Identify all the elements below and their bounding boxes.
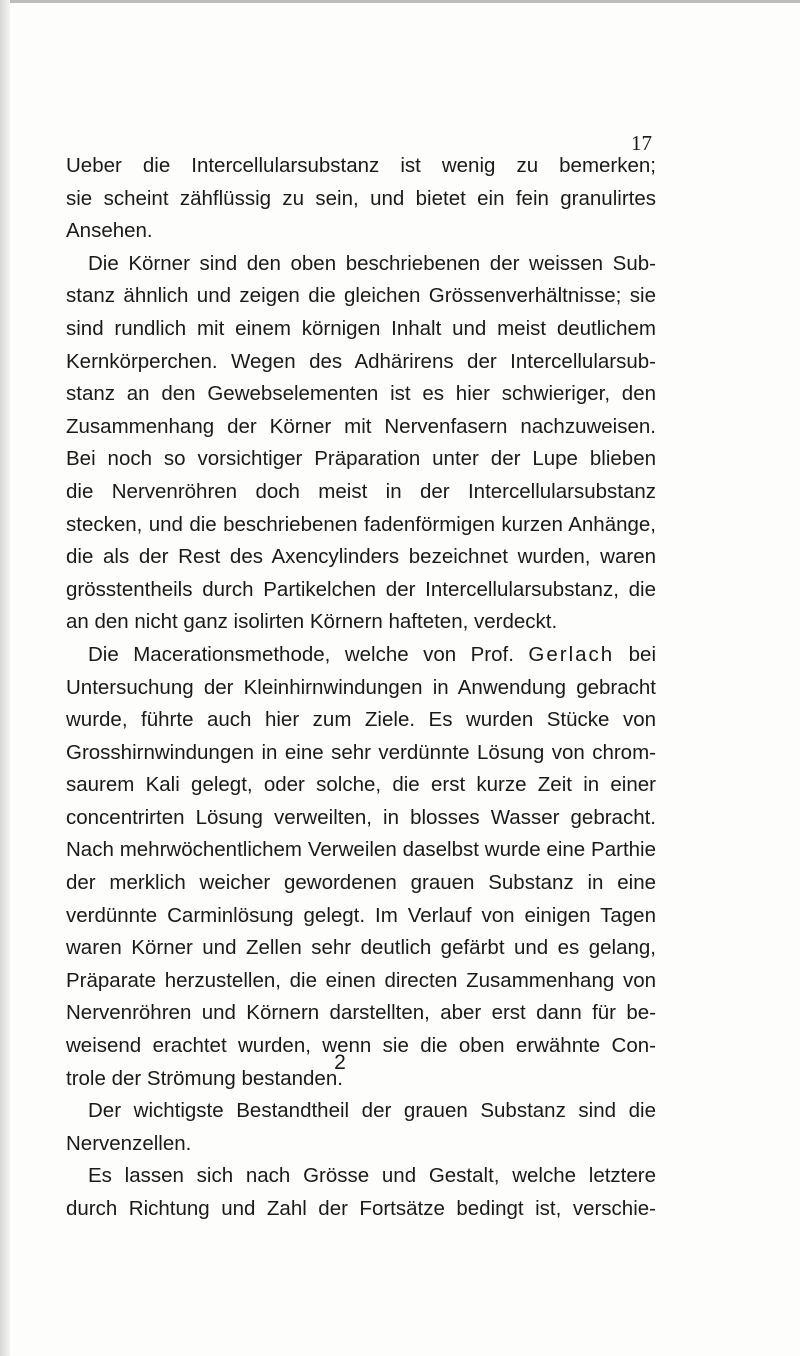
text-line: stecken, und die beschriebenen fadenförmigen kurzen Anhänge, [66,512,656,536]
text-line: grösstentheils durch Partikelchen der Intercellularsubstanz, die [66,577,656,601]
text-line: Es lassen sich nach Grösse und Gestalt, welche letztere [88,1164,656,1188]
text-line: stanz ähnlich und zeigen die gleichen Grössenverhältnisse; sie [66,284,656,308]
text-line: die als der Rest des Axencylinders bezeichnet wurden, waren [66,545,656,569]
text-line: durch Richtung und Zahl der Fortsätze bedingt ist, verschie- [66,1197,656,1220]
text-line: Der wichtigste Bestandtheil der grauen Substanz sind die [88,1099,656,1123]
text-line: concentrirten Lösung verweilten, in blosses Wasser gebracht. [66,805,656,829]
text-line: Bei noch so vorsichtiger Präparation unter der Lupe blieben [66,447,656,471]
page-binding-edge [0,0,10,1356]
text-line: stanz an den Gewebselementen ist es hier schwieriger, den [66,382,656,406]
text-line: die Nervenröhren doch meist in der Intercellularsubstanz [66,479,656,503]
text-line: Nervenzellen. [66,1131,192,1155]
text-line: Ueber die Intercellularsubstanz ist wenig zu bemerken; [66,154,656,177]
text-line: waren Körner und Zellen sehr deutlich gefärbt und es gelang, [66,936,656,960]
text-line-start: Die Macerationsmethode, welche von Prof. [88,642,529,666]
text-line: Die Körner sind den oben beschriebenen der weissen Sub- [88,251,656,275]
text-line: sind rundlich mit einem körnigen Inhalt und meist deutlichem [66,316,656,340]
page-number: 17 [631,131,652,155]
text-line: wurde, führte auch hier zum Ziele. Es wurden Stücke von [66,708,656,732]
text-line: Untersuchung der Kleinhirnwindungen in Anwendung gebracht [66,675,656,699]
text-line: Nach mehrwöchentlichem Verweilen daselbst wurde eine Parthie [66,838,656,862]
top-edge-rule [0,0,800,3]
text-line: Zusammenhang der Körner mit Nervenfasern nachzuweisen. [66,414,656,438]
signature-mark: 2 [334,1051,346,1074]
text-line-end: bei [614,642,656,666]
text-line: saurem Kali gelegt, oder solche, die erst kurze Zeit in einer [66,773,656,797]
text-line: Kernkörperchen. Wegen des Adhärirens der Intercellularsub- [66,349,656,373]
text-line: weisend erachtet wurden, wenn sie die oben erwähnte Con- [66,1034,656,1058]
text-line: trole der Strömung bestanden. [66,1066,343,1090]
text-line: verdünnte Carminlösung gelegt. Im Verlauf von einigen Tagen [66,903,656,927]
text-line: Grosshirnwindungen in eine sehr verdünnte Lösung von chrom- [66,740,656,764]
text-line [66,639,656,672]
text-line: der merklich weicher gewordenen grauen Substanz in eine [66,871,656,895]
text-line: sie scheint zähflüssig zu sein, und bietet ein fein granulirtes [66,186,656,210]
text-line: an den nicht ganz isolirten Körnern hafteten, verdeckt. [66,610,558,634]
text-line: Ansehen. [66,219,153,243]
text-line: Nervenröhren und Körnern darstellten, aber erst dann für be- [66,1001,656,1025]
author-name: Gerlach [528,642,615,666]
text-line: Präparate herzustellen, die einen directen Zusammenhang von [66,968,656,992]
